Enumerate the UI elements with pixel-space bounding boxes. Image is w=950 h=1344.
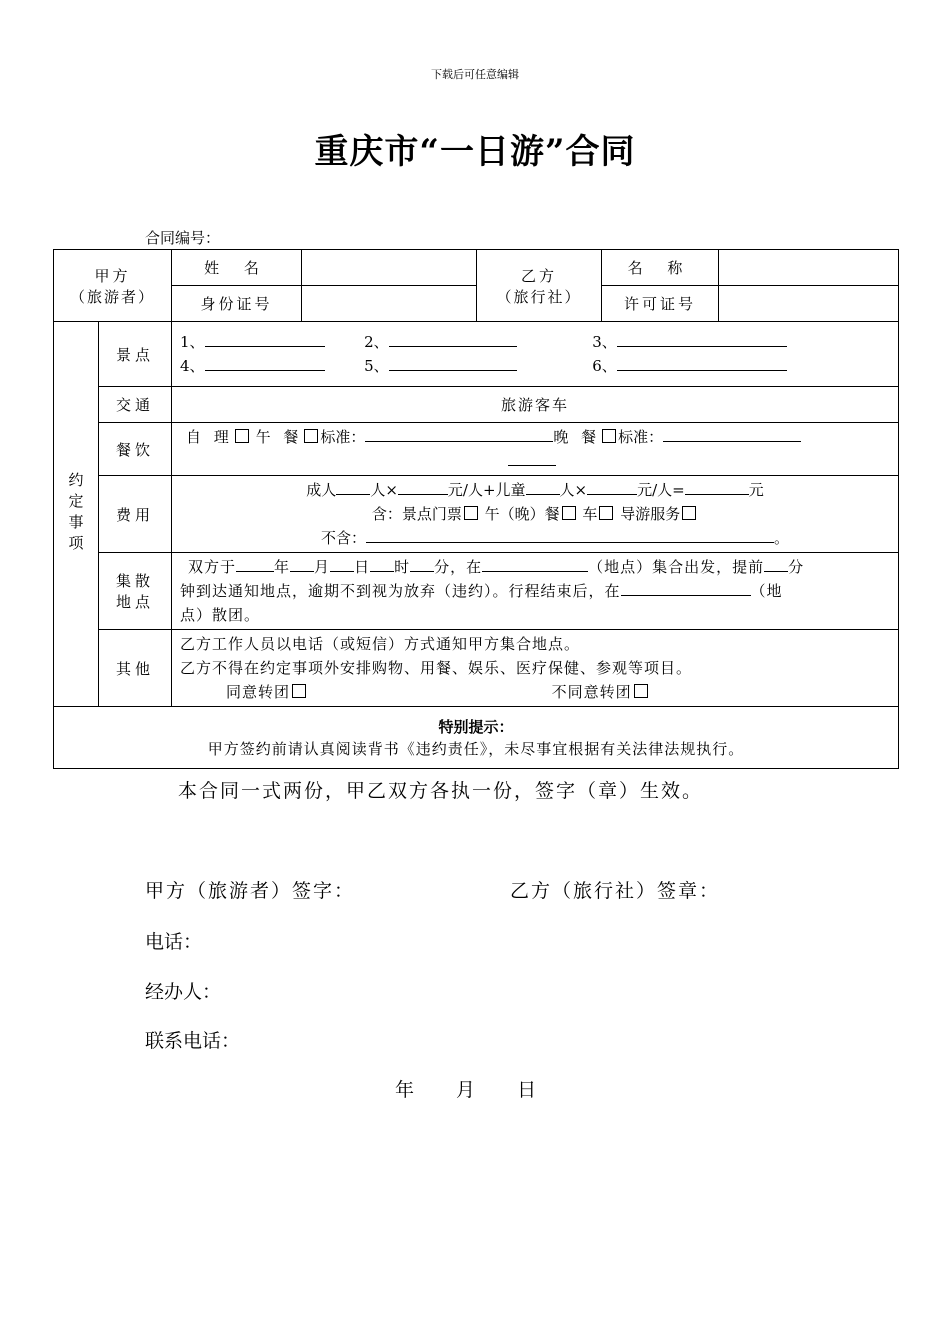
contract-number-label: 合同编号： bbox=[145, 229, 221, 247]
sight-5-num: 5、 bbox=[364, 357, 389, 375]
fees-adult-count-blank[interactable] bbox=[336, 480, 370, 495]
assembly-month-blank[interactable] bbox=[290, 557, 314, 572]
page-title: 重庆市“一日游”合同 bbox=[314, 132, 636, 172]
fees-included-meal: 午（晚）餐 bbox=[484, 505, 560, 523]
assembly-gather: （地点）集合出发，提前 bbox=[588, 558, 765, 576]
sight-1-blank[interactable] bbox=[205, 332, 325, 347]
party-b-name-field[interactable] bbox=[719, 250, 899, 286]
assembly-month: 月 bbox=[314, 558, 331, 576]
party-b-name-label-cell bbox=[602, 250, 719, 286]
transfer-agree-checkbox[interactable] bbox=[292, 684, 306, 698]
sight-6-blank[interactable] bbox=[617, 356, 787, 371]
assembly-minute-blank[interactable] bbox=[410, 557, 434, 572]
transport-label: 交通 bbox=[99, 387, 172, 423]
date-label: 年 月 日 bbox=[395, 1079, 537, 1101]
fees-person-x-2: 人× bbox=[559, 481, 588, 499]
fees-tickets-checkbox[interactable] bbox=[464, 506, 478, 520]
special-notice-cell bbox=[54, 707, 899, 769]
catering-content bbox=[172, 423, 899, 476]
sight-4-blank[interactable] bbox=[205, 356, 325, 371]
others-label: 其他 bbox=[99, 630, 172, 707]
party-a-label: 甲方 bbox=[94, 266, 131, 285]
party-b-label: 乙方 bbox=[521, 266, 558, 285]
copies-statement: 本合同一式两份，甲乙双方各执一份，签字（章）生效。 bbox=[178, 780, 704, 802]
catering-dinner-standard: 标准： bbox=[618, 428, 664, 446]
assembly-late-rule: 钟到达通知地点，逾期不到视为放弃（违约）。行程结束后，在 bbox=[180, 582, 621, 600]
fees-line-1 bbox=[180, 478, 890, 502]
assembly-day: 日 bbox=[354, 558, 371, 576]
header-note: 下载后可任意编辑 bbox=[431, 68, 519, 81]
fees-included-car: 车 bbox=[582, 505, 598, 523]
party-a-id-field[interactable] bbox=[302, 286, 477, 322]
party-a-name-label: 姓 名 bbox=[204, 259, 269, 277]
catering-standard-continued-blank[interactable] bbox=[508, 451, 556, 466]
others-line-1: 乙方工作人员以电话（或短信）方式通知甲方集合地点。 bbox=[180, 635, 581, 653]
party-a-name-label-cell bbox=[172, 250, 302, 286]
catering-lunch-standard: 标准： bbox=[320, 428, 366, 446]
assembly-label-1: 集散 bbox=[116, 572, 155, 590]
assembly-both-parties: 双方于 bbox=[188, 558, 237, 576]
assembly-content bbox=[172, 553, 899, 630]
special-notice-title: 特别提示： bbox=[438, 717, 514, 736]
assembly-year-blank[interactable] bbox=[236, 557, 274, 572]
catering-dinner-standard-blank[interactable] bbox=[663, 427, 801, 442]
sights-label: 景点 bbox=[99, 322, 172, 387]
fees-line-3 bbox=[180, 526, 890, 550]
others-line-2: 乙方不得在约定事项外安排购物、用餐、娱乐、医疗保健、参观等项目。 bbox=[180, 659, 693, 677]
fees-excluded-blank[interactable] bbox=[366, 528, 774, 543]
fees-adult: 成人 bbox=[306, 481, 337, 499]
sights-row-1 bbox=[180, 330, 890, 354]
fees-total-blank[interactable] bbox=[685, 480, 749, 495]
fees-equals: 元/人= bbox=[637, 481, 685, 499]
phone-label: 电话： bbox=[145, 931, 203, 953]
catering-self: 自 理 bbox=[186, 428, 233, 446]
fees-yuan: 元 bbox=[748, 481, 764, 499]
party-a-name-field[interactable] bbox=[302, 250, 477, 286]
party-a-id-label-cell bbox=[172, 286, 302, 322]
assembly-minute-at: 分，在 bbox=[434, 558, 483, 576]
special-notice-body: 甲方签约前请认真阅读背书《违约责任》，未尽事宜根据有关法律法规执行。 bbox=[207, 739, 745, 758]
sight-1-num: 1、 bbox=[180, 333, 205, 351]
fees-content bbox=[172, 476, 899, 553]
assembly-label-cell bbox=[99, 553, 172, 630]
fees-meal-checkbox[interactable] bbox=[562, 506, 576, 520]
party-b-license-label-cell bbox=[602, 286, 719, 322]
party-b-name-label: 名 称 bbox=[627, 259, 693, 277]
assembly-advance-blank[interactable] bbox=[764, 557, 788, 572]
others-line-3 bbox=[180, 680, 890, 704]
assembly-year: 年 bbox=[274, 558, 291, 576]
fees-included-guide: 导游服务 bbox=[620, 505, 681, 523]
party-a-cell bbox=[54, 250, 172, 322]
sight-3-blank[interactable] bbox=[617, 332, 787, 347]
fees-period: 。 bbox=[774, 529, 790, 547]
fees-car-checkbox[interactable] bbox=[599, 506, 613, 520]
assembly-end-place: （地 bbox=[750, 582, 783, 600]
assembly-label-2: 地点 bbox=[116, 593, 155, 611]
fees-child-count-blank[interactable] bbox=[526, 480, 560, 495]
assembly-minutes: 分 bbox=[788, 558, 805, 576]
assembly-day-blank[interactable] bbox=[330, 557, 354, 572]
catering-lunch: 午 餐 bbox=[255, 428, 303, 446]
party-b-seal-label: 乙方（旅行社）签章： bbox=[510, 880, 721, 902]
others-content bbox=[172, 630, 899, 707]
sight-5-blank[interactable] bbox=[389, 356, 517, 371]
fees-excluded: 不含： bbox=[321, 529, 367, 547]
sights-content bbox=[172, 322, 899, 387]
agreed-items-cell bbox=[54, 322, 99, 707]
transport-value: 旅游客车 bbox=[172, 387, 899, 423]
party-a-id-label: 身份证号 bbox=[200, 295, 273, 313]
party-b-cell bbox=[477, 250, 602, 322]
catering-lunch-checkbox[interactable] bbox=[304, 429, 318, 443]
party-a-signature-label: 甲方（旅游者）签字： bbox=[145, 880, 356, 902]
catering-self-checkbox[interactable] bbox=[235, 429, 249, 443]
fees-child: 元/人+儿童 bbox=[447, 481, 526, 499]
fees-included-tickets: 含：景点门票 bbox=[371, 505, 462, 523]
party-b-sublabel: （旅行社） bbox=[496, 287, 582, 306]
catering-lunch-standard-blank[interactable] bbox=[365, 427, 553, 442]
assembly-line-3: 点）散团。 bbox=[180, 606, 261, 624]
agreed-items-label: 约定事项 bbox=[66, 472, 85, 556]
assembly-end-place-blank[interactable] bbox=[621, 581, 751, 596]
assembly-hour-blank[interactable] bbox=[370, 557, 394, 572]
transfer-disagree: 不同意转团 bbox=[551, 683, 632, 701]
sight-4-num: 4、 bbox=[180, 357, 205, 375]
fees-child-price-blank[interactable] bbox=[587, 480, 637, 495]
handler-label: 经办人： bbox=[145, 981, 222, 1003]
party-a-sublabel: （旅游者） bbox=[70, 287, 156, 306]
fees-adult-price-blank[interactable] bbox=[398, 480, 448, 495]
catering-dinner-checkbox[interactable] bbox=[602, 429, 616, 443]
fees-line-2 bbox=[180, 502, 890, 526]
fees-guide-checkbox[interactable] bbox=[682, 506, 696, 520]
sight-3-num: 3、 bbox=[592, 333, 617, 351]
party-b-license-field[interactable] bbox=[719, 286, 899, 322]
fees-label: 费用 bbox=[99, 476, 172, 553]
contact-phone-label: 联系电话： bbox=[145, 1030, 241, 1052]
transfer-agree: 同意转团 bbox=[226, 683, 291, 701]
contract-table bbox=[53, 249, 899, 769]
party-b-license-label: 许可证号 bbox=[624, 295, 697, 313]
sight-6-num: 6、 bbox=[592, 357, 617, 375]
sight-2-num: 2、 bbox=[364, 333, 389, 351]
transfer-disagree-checkbox[interactable] bbox=[634, 684, 648, 698]
assembly-place-blank[interactable] bbox=[482, 557, 588, 572]
assembly-line-2 bbox=[180, 579, 890, 603]
catering-dinner: 晚 餐 bbox=[553, 428, 601, 446]
assembly-hour: 时 bbox=[394, 558, 411, 576]
assembly-line-1 bbox=[180, 555, 890, 579]
fees-person-x: 人× bbox=[370, 481, 398, 499]
sights-row-2 bbox=[180, 354, 890, 378]
sight-2-blank[interactable] bbox=[389, 332, 517, 347]
catering-label: 餐饮 bbox=[99, 423, 172, 476]
